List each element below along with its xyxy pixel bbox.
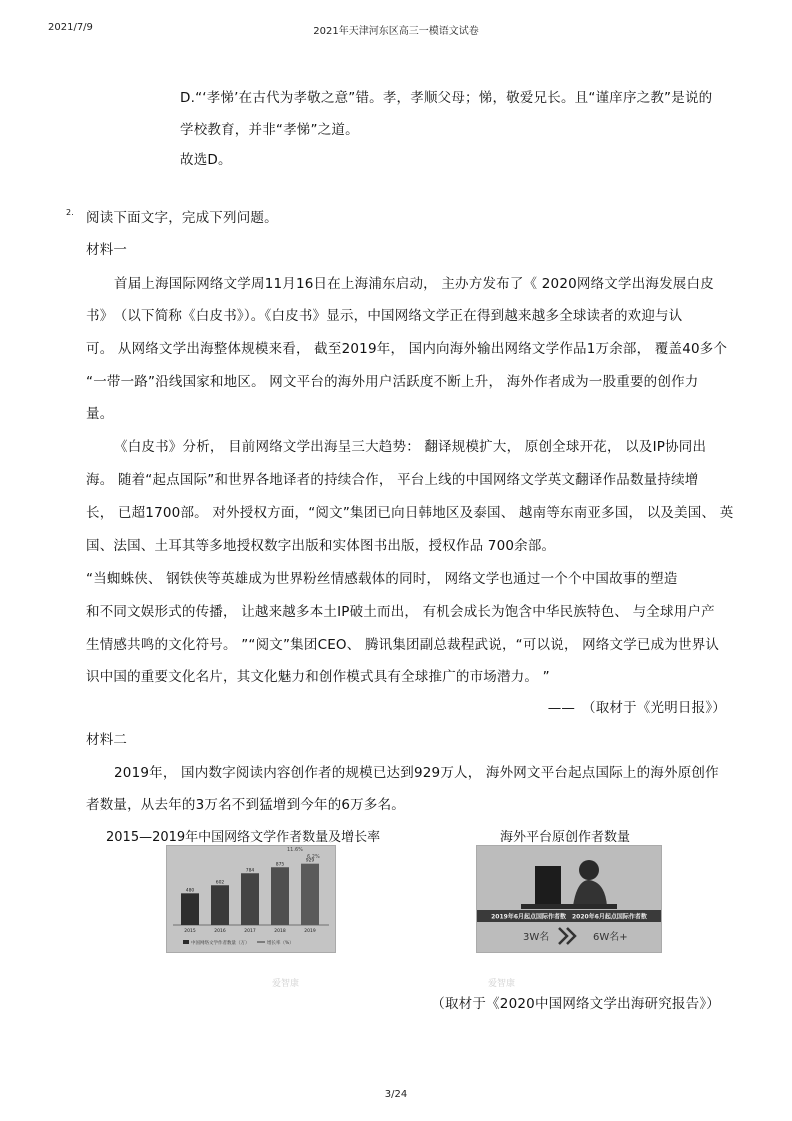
material1-p1-line: 书》 （以下简称《白皮书》）。《白皮书》显示，中国网络文学正在得到越来越多全球读者的欢迎与认 [86, 308, 683, 324]
photo-background [477, 846, 661, 952]
bar-value-label: 602 [215, 880, 225, 886]
material1-p1-line: “一带一路”沿线国家和地区。 网文平台的海外用户活跃度不断上升， 海外作者成为一股重要的创作力 [86, 374, 699, 390]
material1-p1-line: 可。 从网络文学出海整体规模来看， 截至2019年， 国内向海外输出网络文学作品1万余部， 覆盖40多个 [86, 341, 728, 357]
answer-line-1: D.“‘孝悌’在古代为孝敬之意”错。孝，孝顺父母；悌，敬爱兄长。且“谨庠序之教”是说的 [180, 90, 713, 106]
material2-source: （取材于《2020中国网络文学出海研究报告》） [431, 996, 720, 1012]
bar-value-label: 875 [275, 862, 285, 868]
material2-p1-line: 2019年， 国内数字阅读内容创作者的规模已达到929万人， 海外网文平台起点国际上的海外原创作 [114, 765, 719, 781]
bar-value-label: 784 [245, 868, 255, 874]
watermark: 爱智康 [488, 979, 516, 989]
x-tick-label: 2019 [304, 929, 316, 934]
page-number: 3/24 [384, 1089, 408, 1100]
answer-line-3: 故选D。 [180, 152, 232, 168]
answer-line-2: 学校教育，并非“孝悌”之道。 [180, 122, 359, 138]
bar-value-label: 480 [185, 888, 195, 894]
question-number: 2. [66, 208, 74, 217]
desk-shape [521, 904, 617, 909]
person-head-shape [579, 860, 599, 880]
bar-2017 [241, 873, 259, 925]
bar-2016 [211, 885, 229, 925]
figure2-photo [476, 845, 662, 953]
material1-p2-line: 长， 已超1700部。 对外授权方面，“阅文”集团已向日韩地区及泰国、 越南等东南亚多国， 以及美国、 英 [86, 505, 734, 521]
material1-p3-line: 识中国的重要文化名片，其文化魅力和创作模式具有全球推广的市场潜力。 ” [86, 669, 550, 685]
growth-rate-label: 6.2% [307, 854, 320, 860]
legend-label: 增长率（%） [267, 941, 294, 946]
header-title: 2021年天津河东区高三一模语文试卷 [313, 26, 479, 37]
figure1-caption: 2015—2019年中国网络文学作者数量及增长率 [106, 830, 381, 845]
material1-p2-line: 海。 随着“起点国际”和世界各地译者的持续合作， 平台上线的中国网络文学英文翻译作品数量持续增 [86, 472, 699, 488]
figure1-chart [166, 845, 336, 953]
monitor-shape [535, 866, 561, 906]
material1-p3-line: “当蜘蛛侠、 钢铁侠等英雄成为世界粉丝情感载体的同时， 网络文学也通过一个个中国故事的塑造 [86, 571, 678, 587]
x-tick-label: 2017 [244, 929, 256, 934]
overseas-author-photo [477, 846, 661, 952]
bar-2018 [271, 867, 289, 925]
figure2-caption: 海外平台原创作者数量 [500, 830, 631, 845]
material1-heading: 材料一 [86, 242, 128, 258]
watermark: 爱智康 [272, 979, 300, 989]
bar-2015 [181, 893, 199, 925]
growth-rate-label: 11.6% [287, 847, 303, 853]
material1-source: —— （取材于《光明日报》） [547, 700, 726, 716]
x-tick-label: 2016 [214, 929, 226, 934]
x-tick-label: 2018 [274, 929, 286, 934]
x-tick-label: 2015 [184, 929, 196, 934]
from-value: 3W名 [523, 932, 550, 943]
bar-2019 [301, 864, 319, 925]
material2-p1-line: 者数量，从去年的3万名不到猛增到今年的6万多名。 [86, 797, 405, 813]
header-date: 2021/7/9 [48, 22, 93, 33]
material1-p2-line: 《白皮书》分析， 目前网络文学出海呈三大趋势： 翻译规模扩大， 原创全球开花， 以及IP协同出 [114, 439, 707, 455]
material1-p1-line: 量。 [86, 406, 114, 422]
question-prompt: 阅读下面文字，完成下列问题。 [86, 210, 278, 226]
legend-label: 中国网络文学作者数量（万） [191, 941, 250, 946]
material1-p1-line: 首届上海国际网络文学周11月16日在上海浦东启动， 主办方发布了《 2020网络文学出海发展白皮 [114, 276, 714, 292]
bar-value-label: 929 [305, 858, 315, 864]
material1-p3-line: 和不同文娱形式的传播， 让越来越多本土IP破土而出， 有机会成长为饱含中华民族特色、 与全球用户产 [86, 604, 715, 620]
legend-swatch-bars [183, 940, 189, 944]
author-count-chart [167, 846, 335, 952]
material1-p2-line: 国、法国、土耳其等多地授权数字出版和实体图书出版，授权作品 700余部。 [86, 538, 556, 554]
banner-text: 2019年6月起点国际作者数 2020年6月起点国际作者数 [491, 913, 647, 921]
to-value: 6W名+ [593, 932, 628, 943]
material1-p3-line: 生情感共鸣的文化符号。 ”“阅文”集团CEO、 腾讯集团副总裁程武说，“可以说， 网络文学已成为世界认 [86, 637, 720, 653]
material2-heading: 材料二 [86, 732, 128, 748]
